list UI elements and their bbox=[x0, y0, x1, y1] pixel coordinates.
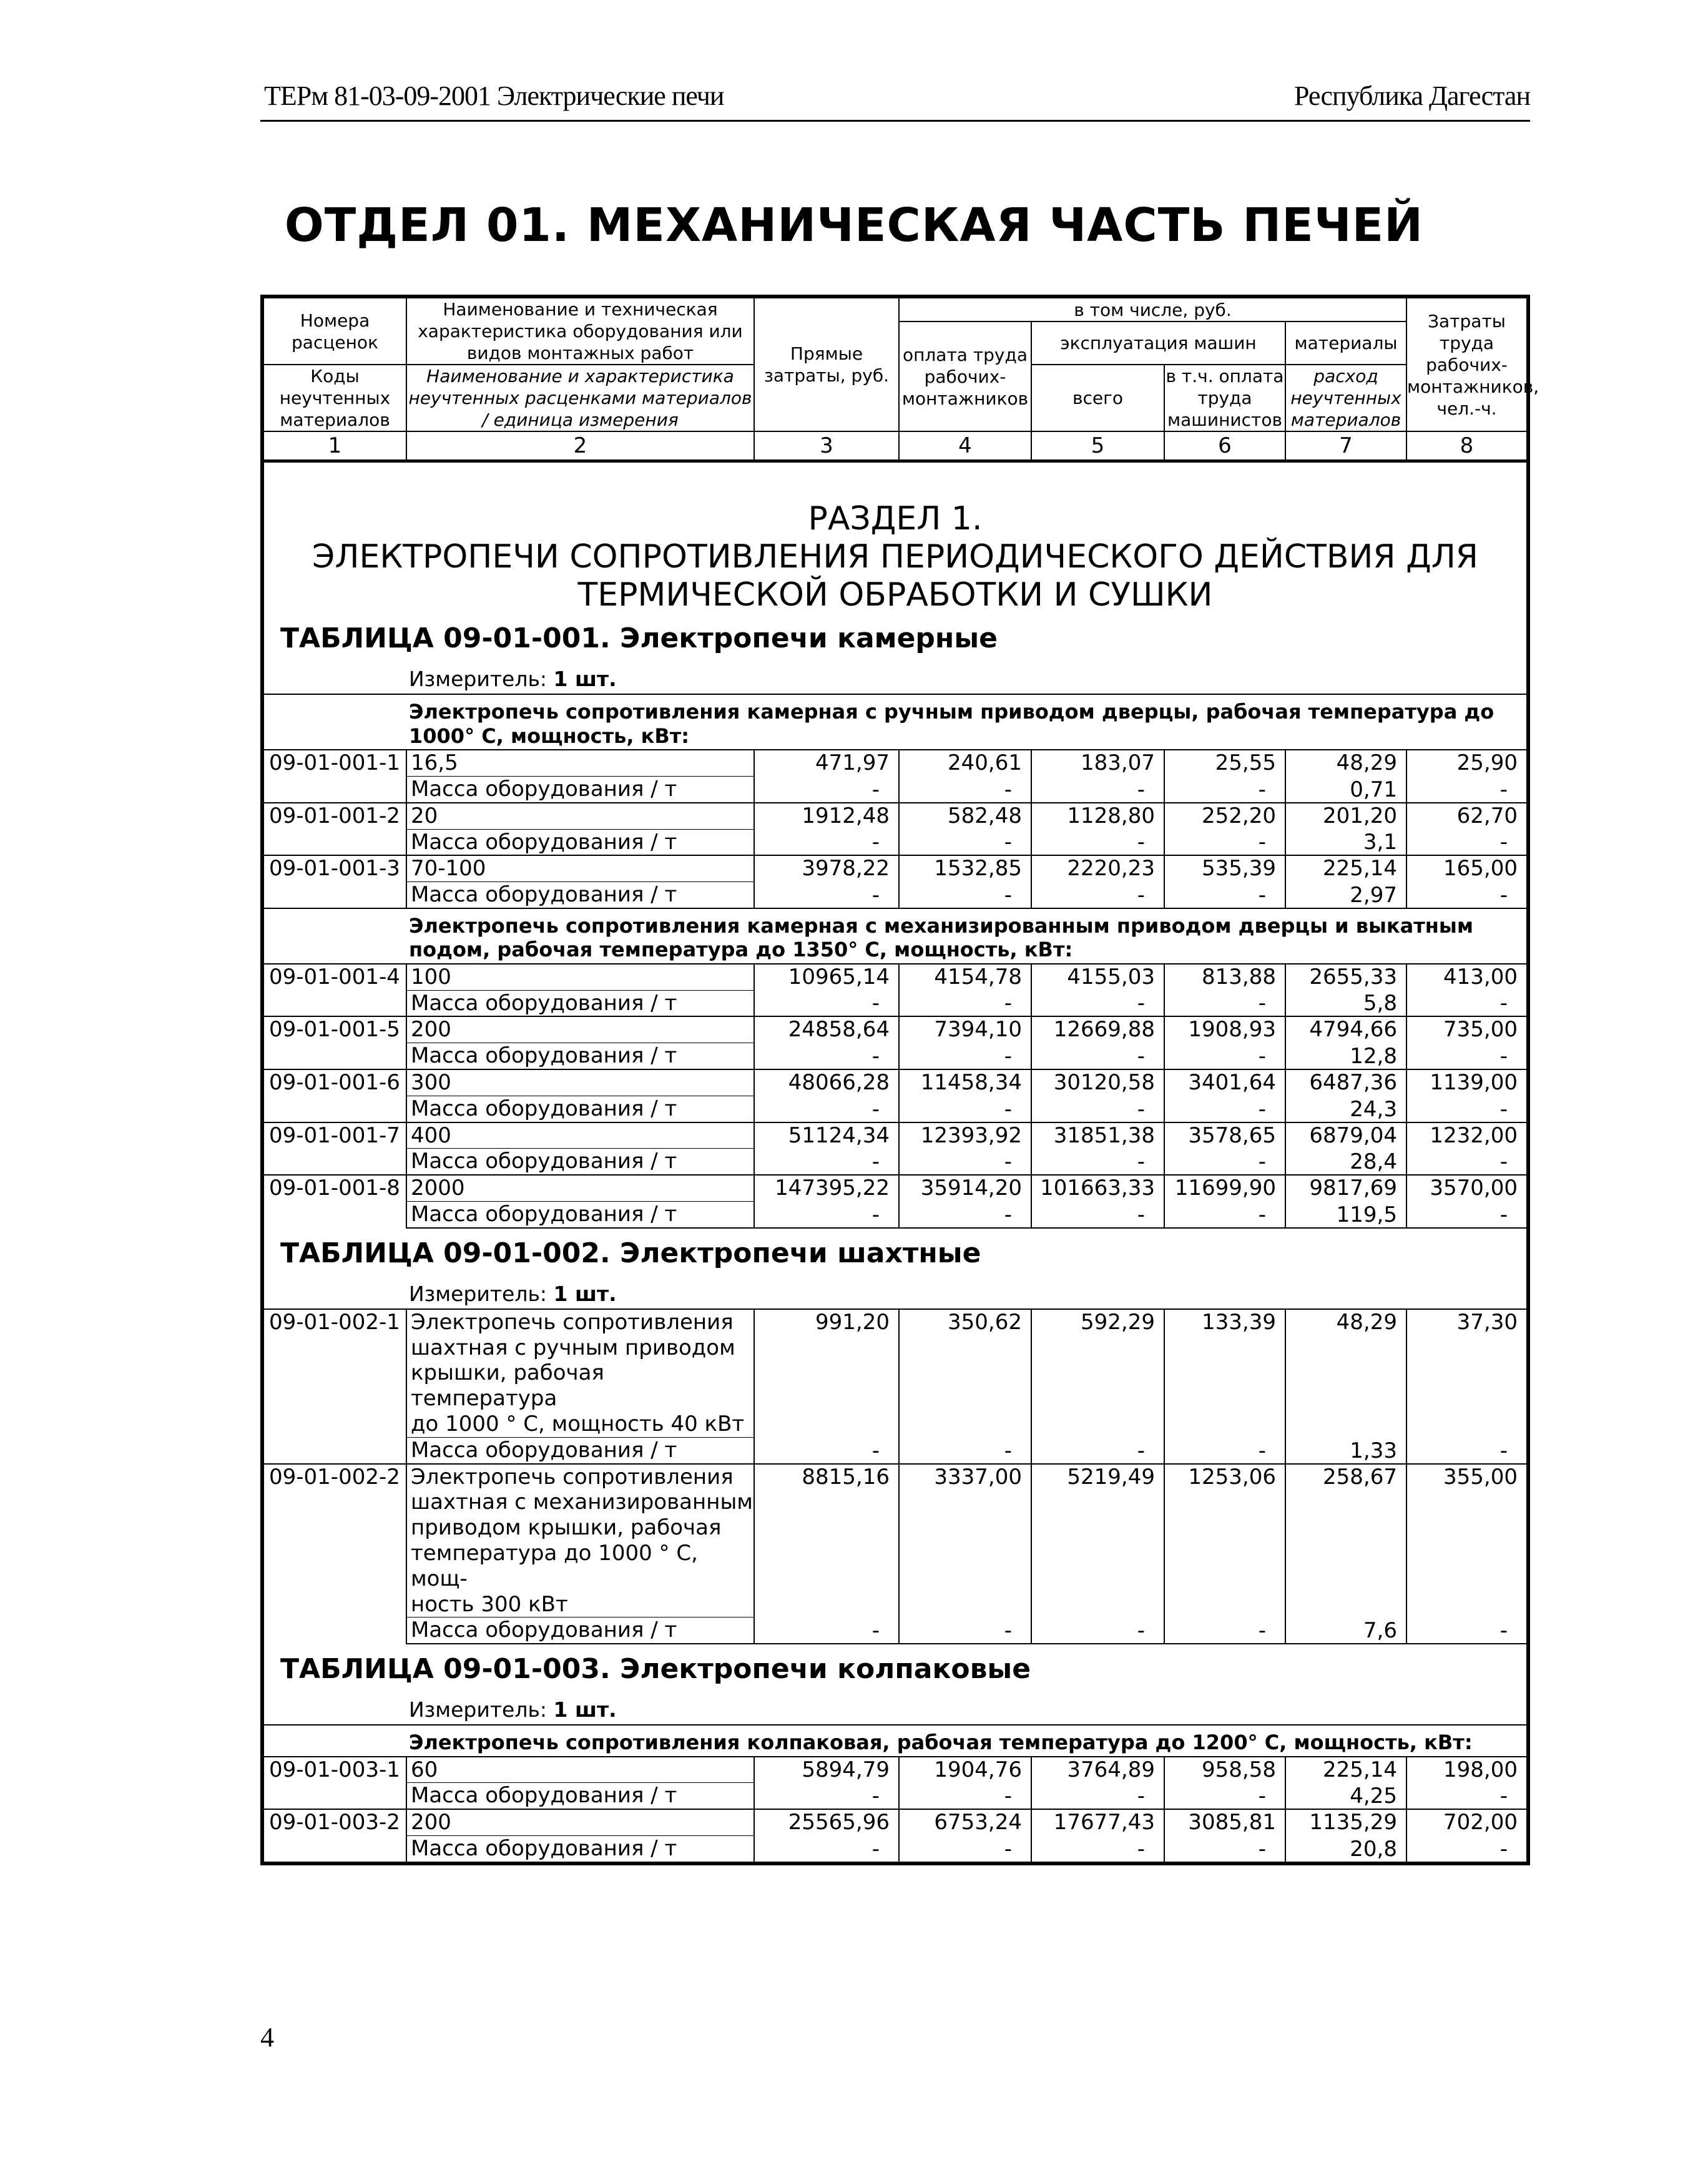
dash-c3: - bbox=[754, 1043, 899, 1069]
table-row-mass bbox=[262, 1043, 1528, 1069]
machines-header: эксплуатация машин bbox=[1031, 322, 1285, 365]
mass-label: Масса оборудования / т bbox=[406, 1096, 754, 1122]
mass-label: Масса оборудования / т bbox=[406, 829, 754, 855]
value-c3: 991,20 bbox=[754, 1309, 899, 1437]
item-name: 300 bbox=[406, 1069, 754, 1096]
dash-c5: - bbox=[1031, 990, 1164, 1016]
item-name-line: Электропечь сопротивления bbox=[411, 1309, 734, 1335]
section-title: ОТДЕЛ 01. МЕХАНИЧЕСКАЯ ЧАСТЬ ПЕЧЕЙ bbox=[284, 199, 1424, 252]
table-row-mass bbox=[262, 882, 1528, 908]
dash-c8: - bbox=[1406, 1096, 1528, 1122]
value-c7: 1135,29 bbox=[1285, 1809, 1406, 1835]
value-c7: 201,20 bbox=[1285, 803, 1406, 829]
value-c5: 4155,03 bbox=[1031, 964, 1164, 990]
value-c8: 3570,00 bbox=[1406, 1175, 1528, 1201]
table-row-mass bbox=[262, 1202, 1528, 1228]
mass-label: Масса оборудования / т bbox=[406, 1043, 754, 1069]
included-header: в том числе, руб. bbox=[899, 297, 1406, 322]
value-c5: 2220,23 bbox=[1031, 855, 1164, 881]
mass-value: 3,1 bbox=[1285, 829, 1406, 855]
table-09-01-003-measure-row bbox=[262, 1694, 1528, 1725]
value-c8: 25,90 bbox=[1406, 750, 1528, 776]
mass-value: 119,5 bbox=[1285, 1202, 1406, 1228]
dash-c5: - bbox=[1031, 1835, 1164, 1863]
dash-c3: - bbox=[754, 1149, 899, 1175]
value-c6: 3578,65 bbox=[1164, 1122, 1285, 1149]
table-row bbox=[262, 855, 1528, 881]
razdel-line: РАЗДЕЛ 1. bbox=[808, 500, 983, 538]
spacer bbox=[262, 1694, 406, 1725]
dash-c6: - bbox=[1164, 1618, 1285, 1644]
dash-c4: - bbox=[899, 1096, 1031, 1122]
table-row bbox=[262, 1309, 1528, 1437]
value-c4: 3337,00 bbox=[899, 1464, 1031, 1618]
spacer bbox=[262, 694, 406, 750]
dash-c4: - bbox=[899, 990, 1031, 1016]
value-c3: 24858,64 bbox=[754, 1016, 899, 1043]
item-name: 16,5 bbox=[406, 750, 754, 776]
column-number: 6 bbox=[1164, 431, 1285, 461]
value-c6: 3085,81 bbox=[1164, 1809, 1285, 1835]
value-c3: 5894,79 bbox=[754, 1757, 899, 1783]
table-09-01-001-measure-row bbox=[262, 663, 1528, 694]
rate-code: 09-01-003-1 bbox=[262, 1757, 406, 1810]
table-09-01-003-title: ТАБЛИЦА 09-01-003. Электропечи колпаковые bbox=[262, 1644, 1528, 1694]
table-row bbox=[262, 1464, 1528, 1618]
item-name: 70-100 bbox=[406, 855, 754, 881]
table-row-mass bbox=[262, 1618, 1528, 1644]
item-name-line: приводом крышки, рабочая bbox=[411, 1515, 722, 1541]
measure-label bbox=[406, 663, 1528, 694]
rate-code: 09-01-001-7 bbox=[262, 1122, 406, 1176]
dash-c3: - bbox=[754, 990, 899, 1016]
value-c8: 62,70 bbox=[1406, 803, 1528, 829]
mass-label: Масса оборудования / т bbox=[406, 990, 754, 1016]
dash-c3: - bbox=[754, 1096, 899, 1122]
dash-c5: - bbox=[1031, 1618, 1164, 1644]
item-name: 400 bbox=[406, 1122, 754, 1149]
value-c5: 183,07 bbox=[1031, 750, 1164, 776]
value-c3: 25565,96 bbox=[754, 1809, 899, 1835]
dash-c4: - bbox=[899, 1202, 1031, 1228]
item-name bbox=[406, 1309, 754, 1437]
dash-c6: - bbox=[1164, 990, 1285, 1016]
table-row bbox=[262, 750, 1528, 776]
dash-c8: - bbox=[1406, 1835, 1528, 1863]
item-name: 200 bbox=[406, 1809, 754, 1835]
dash-c3: - bbox=[754, 1783, 899, 1809]
column-number: 7 bbox=[1285, 431, 1406, 461]
value-c3: 10965,14 bbox=[754, 964, 899, 990]
mass-value: 5,8 bbox=[1285, 990, 1406, 1016]
value-c4: 1904,76 bbox=[899, 1757, 1031, 1783]
value-c5: 30120,58 bbox=[1031, 1069, 1164, 1096]
dash-c4: - bbox=[899, 1783, 1031, 1809]
col8-header: Затраты труда рабочих-монтажников, чел.-ч. bbox=[1406, 297, 1528, 431]
table-row bbox=[262, 1016, 1528, 1043]
rate-code: 09-01-001-2 bbox=[262, 803, 406, 856]
spacer bbox=[262, 908, 406, 964]
measure-value: 1 шт. bbox=[553, 1281, 617, 1306]
col3-header: Прямые затраты, руб. bbox=[754, 297, 899, 431]
item-name-line: ность 300 кВт bbox=[411, 1591, 568, 1617]
value-c5: 1128,80 bbox=[1031, 803, 1164, 829]
value-c8: 1232,00 bbox=[1406, 1122, 1528, 1149]
value-c8: 1139,00 bbox=[1406, 1069, 1528, 1096]
dash-c4: - bbox=[899, 829, 1031, 855]
col2-header-top: Наименование и техническая характеристика оборудования или видов монтажных работ bbox=[406, 297, 754, 365]
value-c7: 258,67 bbox=[1285, 1464, 1406, 1618]
value-c4: 11458,34 bbox=[899, 1069, 1031, 1096]
col7-header: расход неучтенных материалов bbox=[1285, 365, 1406, 431]
mass-value: 1,33 bbox=[1285, 1437, 1406, 1463]
dash-c4: - bbox=[899, 777, 1031, 803]
item-name: 20 bbox=[406, 803, 754, 829]
dash-c5: - bbox=[1031, 1437, 1164, 1463]
mass-label: Масса оборудования / т bbox=[406, 882, 754, 908]
table-row bbox=[262, 1809, 1528, 1835]
value-c6: 133,39 bbox=[1164, 1309, 1285, 1437]
value-c4: 4154,78 bbox=[899, 964, 1031, 990]
razdel-line: ЭЛЕКТРОПЕЧИ СОПРОТИВЛЕНИЯ ПЕРИОДИЧЕСКОГО ДЕЙСТВИЯ ДЛЯ bbox=[312, 538, 1478, 576]
dash-c6: - bbox=[1164, 1202, 1285, 1228]
value-c6: 1253,06 bbox=[1164, 1464, 1285, 1618]
dash-c4: - bbox=[899, 882, 1031, 908]
rate-code: 09-01-001-3 bbox=[262, 855, 406, 908]
table-09-01-001-title-row bbox=[262, 614, 1528, 663]
dash-c6: - bbox=[1164, 1149, 1285, 1175]
item-name bbox=[406, 1464, 754, 1618]
dash-c3: - bbox=[754, 1437, 899, 1463]
value-c4: 582,48 bbox=[899, 803, 1031, 829]
value-c8: 198,00 bbox=[1406, 1757, 1528, 1783]
mass-label: Масса оборудования / т bbox=[406, 1437, 754, 1463]
value-c6: 3401,64 bbox=[1164, 1069, 1285, 1096]
item-name-line: температура до 1000 ° С, мощ- bbox=[411, 1540, 698, 1591]
dash-c8: - bbox=[1406, 882, 1528, 908]
table-row-mass bbox=[262, 1149, 1528, 1175]
value-c6: 813,88 bbox=[1164, 964, 1285, 990]
group-heading: Электропечь сопротивления камерная с механизированным приводом дверцы и выкатным подом, рабочая температура до 1350° С, мощность, кВт: bbox=[406, 908, 1528, 964]
value-c3: 8815,16 bbox=[754, 1464, 899, 1618]
column-number: 3 bbox=[754, 431, 899, 461]
dash-c8: - bbox=[1406, 1437, 1528, 1463]
table-row-mass bbox=[262, 1783, 1528, 1809]
table-09-01-001-title: ТАБЛИЦА 09-01-001. Электропечи камерные bbox=[262, 614, 1528, 663]
rate-code: 09-01-001-1 bbox=[262, 750, 406, 803]
value-c6: 535,39 bbox=[1164, 855, 1285, 881]
mass-label: Масса оборудования / т bbox=[406, 1783, 754, 1809]
value-c4: 12393,92 bbox=[899, 1122, 1031, 1149]
dash-c8: - bbox=[1406, 829, 1528, 855]
rate-code: 09-01-002-1 bbox=[262, 1309, 406, 1464]
col1-header-top: Номера расценок bbox=[262, 297, 406, 365]
col5-header: всего bbox=[1031, 365, 1164, 431]
dash-c4: - bbox=[899, 1437, 1031, 1463]
mass-value: 20,8 bbox=[1285, 1835, 1406, 1863]
dash-c8: - bbox=[1406, 1783, 1528, 1809]
value-c7: 6879,04 bbox=[1285, 1122, 1406, 1149]
dash-c5: - bbox=[1031, 1202, 1164, 1228]
dash-c8: - bbox=[1406, 777, 1528, 803]
rate-code: 09-01-001-4 bbox=[262, 964, 406, 1017]
dash-c3: - bbox=[754, 777, 899, 803]
value-c6: 958,58 bbox=[1164, 1757, 1285, 1783]
col6-header: в т.ч. оплата труда машинистов bbox=[1164, 365, 1285, 431]
column-number: 8 bbox=[1406, 431, 1528, 461]
group-heading: Электропечь сопротивления колпаковая, рабочая температура до 1200° С, мощность, кВт: bbox=[406, 1725, 1528, 1756]
value-c6: 1908,93 bbox=[1164, 1016, 1285, 1043]
value-c3: 1912,48 bbox=[754, 803, 899, 829]
group-heading-row bbox=[262, 694, 1528, 750]
dash-c6: - bbox=[1164, 1783, 1285, 1809]
value-c6: 252,20 bbox=[1164, 803, 1285, 829]
item-name: 100 bbox=[406, 964, 754, 990]
col1-header-bottom: Коды неучтенных материалов bbox=[262, 365, 406, 431]
mass-value: 12,8 bbox=[1285, 1043, 1406, 1069]
value-c7: 48,29 bbox=[1285, 750, 1406, 776]
measure-caption: Измеритель: bbox=[409, 1697, 547, 1722]
razdel-line: ТЕРМИЧЕСКОЙ ОБРАБОТКИ И СУШКИ bbox=[577, 576, 1213, 614]
rate-code: 09-01-001-6 bbox=[262, 1069, 406, 1122]
value-c4: 35914,20 bbox=[899, 1175, 1031, 1201]
dash-c5: - bbox=[1031, 1149, 1164, 1175]
table-row bbox=[262, 1122, 1528, 1149]
value-c8: 735,00 bbox=[1406, 1016, 1528, 1043]
dash-c4: - bbox=[899, 1149, 1031, 1175]
item-name: 60 bbox=[406, 1757, 754, 1783]
dash-c4: - bbox=[899, 1835, 1031, 1863]
value-c4: 240,61 bbox=[899, 750, 1031, 776]
mass-value: 24,3 bbox=[1285, 1096, 1406, 1122]
column-number: 1 bbox=[262, 431, 406, 461]
value-c5: 17677,43 bbox=[1031, 1809, 1164, 1835]
column-number: 4 bbox=[899, 431, 1031, 461]
measure-caption: Измеритель: bbox=[409, 667, 547, 692]
value-c7: 6487,36 bbox=[1285, 1069, 1406, 1096]
header-rule bbox=[260, 120, 1530, 122]
dash-c5: - bbox=[1031, 1096, 1164, 1122]
rate-code: 09-01-001-5 bbox=[262, 1016, 406, 1069]
dash-c3: - bbox=[754, 829, 899, 855]
table-row-mass bbox=[262, 1437, 1528, 1463]
measure-value: 1 шт. bbox=[553, 667, 617, 692]
dash-c6: - bbox=[1164, 882, 1285, 908]
dash-c5: - bbox=[1031, 882, 1164, 908]
value-c6: 25,55 bbox=[1164, 750, 1285, 776]
value-c5: 3764,89 bbox=[1031, 1757, 1164, 1783]
col4-header: оплата труда рабочих-монтажников bbox=[899, 322, 1031, 431]
value-c5: 12669,88 bbox=[1031, 1016, 1164, 1043]
dash-c3: - bbox=[754, 882, 899, 908]
running-header-right: Республика Дагестан bbox=[1293, 81, 1530, 111]
mass-label: Масса оборудования / т bbox=[406, 1149, 754, 1175]
spacer bbox=[262, 663, 406, 694]
group-heading-row bbox=[262, 1725, 1528, 1756]
rate-code: 09-01-003-2 bbox=[262, 1809, 406, 1863]
item-name-line: шахтная с механизированным bbox=[411, 1490, 753, 1515]
value-c5: 5219,49 bbox=[1031, 1464, 1164, 1618]
mass-value: 7,6 bbox=[1285, 1618, 1406, 1644]
item-name-line: Электропечь сопротивления bbox=[411, 1464, 734, 1490]
table-09-01-002-title-row bbox=[262, 1228, 1528, 1278]
value-c5: 592,29 bbox=[1031, 1309, 1164, 1437]
value-c4: 1532,85 bbox=[899, 855, 1031, 881]
dash-c6: - bbox=[1164, 1043, 1285, 1069]
value-c7: 4794,66 bbox=[1285, 1016, 1406, 1043]
value-c5: 31851,38 bbox=[1031, 1122, 1164, 1149]
value-c7: 2655,33 bbox=[1285, 964, 1406, 990]
item-name-line: крышки, рабочая температура bbox=[411, 1360, 604, 1411]
dash-c6: - bbox=[1164, 1437, 1285, 1463]
page-number: 4 bbox=[260, 2022, 274, 2053]
column-numbers-row bbox=[262, 431, 1528, 461]
dash-c5: - bbox=[1031, 829, 1164, 855]
value-c7: 48,29 bbox=[1285, 1309, 1406, 1437]
dash-c6: - bbox=[1164, 1835, 1285, 1863]
table-09-01-002-title: ТАБЛИЦА 09-01-002. Электропечи шахтные bbox=[262, 1228, 1528, 1278]
item-name: 200 bbox=[406, 1016, 754, 1043]
table-row bbox=[262, 803, 1528, 829]
table-row-mass bbox=[262, 1096, 1528, 1122]
measure-label bbox=[406, 1278, 1528, 1309]
value-c4: 6753,24 bbox=[899, 1809, 1031, 1835]
dash-c3: - bbox=[754, 1618, 899, 1644]
mass-value: 28,4 bbox=[1285, 1149, 1406, 1175]
value-c6: 11699,90 bbox=[1164, 1175, 1285, 1201]
value-c8: 37,30 bbox=[1406, 1309, 1528, 1437]
value-c3: 51124,34 bbox=[754, 1122, 899, 1149]
table-row bbox=[262, 1757, 1528, 1783]
dash-c6: - bbox=[1164, 829, 1285, 855]
rate-code: 09-01-002-2 bbox=[262, 1464, 406, 1644]
dash-c3: - bbox=[754, 1835, 899, 1863]
spacer bbox=[262, 1725, 406, 1756]
dash-c8: - bbox=[1406, 1618, 1528, 1644]
mass-value: 0,71 bbox=[1285, 777, 1406, 803]
spacer bbox=[262, 1278, 406, 1309]
materials-header: материалы bbox=[1285, 322, 1406, 365]
dash-c5: - bbox=[1031, 777, 1164, 803]
column-number: 5 bbox=[1031, 431, 1164, 461]
item-name-line: шахтная с ручным приводом bbox=[411, 1335, 735, 1360]
value-c3: 471,97 bbox=[754, 750, 899, 776]
dash-c3: - bbox=[754, 1202, 899, 1228]
table-row-mass bbox=[262, 829, 1528, 855]
dash-c8: - bbox=[1406, 990, 1528, 1016]
value-c8: 413,00 bbox=[1406, 964, 1528, 990]
table-09-01-002-measure-row bbox=[262, 1278, 1528, 1309]
measure-value: 1 шт. bbox=[553, 1697, 617, 1722]
value-c5: 101663,33 bbox=[1031, 1175, 1164, 1201]
running-header-left: ТЕРм 81-03-09-2001 Электрические печи bbox=[264, 81, 724, 111]
group-heading-row bbox=[262, 908, 1528, 964]
rate-code: 09-01-001-8 bbox=[262, 1175, 406, 1228]
item-name: 2000 bbox=[406, 1175, 754, 1201]
value-c8: 702,00 bbox=[1406, 1809, 1528, 1835]
value-c8: 355,00 bbox=[1406, 1464, 1528, 1618]
table-row bbox=[262, 1069, 1528, 1096]
value-c3: 3978,22 bbox=[754, 855, 899, 881]
razdel-heading bbox=[262, 461, 1528, 614]
dash-c8: - bbox=[1406, 1202, 1528, 1228]
dash-c5: - bbox=[1031, 1783, 1164, 1809]
measure-caption: Измеритель: bbox=[409, 1281, 547, 1306]
group-heading: Электропечь сопротивления камерная с ручным приводом дверцы, рабочая температура до 1000° С, мощность, кВт: bbox=[406, 694, 1528, 750]
mass-value: 2,97 bbox=[1285, 882, 1406, 908]
value-c8: 165,00 bbox=[1406, 855, 1528, 881]
dash-c5: - bbox=[1031, 1043, 1164, 1069]
table-09-01-003-title-row bbox=[262, 1644, 1528, 1694]
value-c7: 225,14 bbox=[1285, 855, 1406, 881]
value-c3: 48066,28 bbox=[754, 1069, 899, 1096]
measure-label bbox=[406, 1694, 1528, 1725]
mass-label: Масса оборудования / т bbox=[406, 777, 754, 803]
dash-c4: - bbox=[899, 1618, 1031, 1644]
price-table bbox=[260, 295, 1539, 1865]
table-row-mass bbox=[262, 990, 1528, 1016]
dash-c6: - bbox=[1164, 1096, 1285, 1122]
col2-header-bottom: Наименование и характеристика неучтенных расценками материалов / единица измерения bbox=[406, 365, 754, 431]
column-number: 2 bbox=[406, 431, 754, 461]
table-row-mass bbox=[262, 1835, 1528, 1863]
mass-value: 4,25 bbox=[1285, 1783, 1406, 1809]
mass-label: Масса оборудования / т bbox=[406, 1835, 754, 1863]
value-c4: 7394,10 bbox=[899, 1016, 1031, 1043]
dash-c4: - bbox=[899, 1043, 1031, 1069]
item-name-line: до 1000 ° С, мощность 40 кВт bbox=[411, 1411, 745, 1436]
mass-label: Масса оборудования / т bbox=[406, 1202, 754, 1228]
table-row-mass bbox=[262, 777, 1528, 803]
mass-label: Масса оборудования / т bbox=[406, 1618, 754, 1644]
dash-c6: - bbox=[1164, 777, 1285, 803]
value-c4: 350,62 bbox=[899, 1309, 1031, 1437]
value-c7: 9817,69 bbox=[1285, 1175, 1406, 1201]
dash-c8: - bbox=[1406, 1149, 1528, 1175]
dash-c8: - bbox=[1406, 1043, 1528, 1069]
table-row bbox=[262, 964, 1528, 990]
value-c7: 225,14 bbox=[1285, 1757, 1406, 1783]
table-row bbox=[262, 1175, 1528, 1201]
value-c3: 147395,22 bbox=[754, 1175, 899, 1201]
